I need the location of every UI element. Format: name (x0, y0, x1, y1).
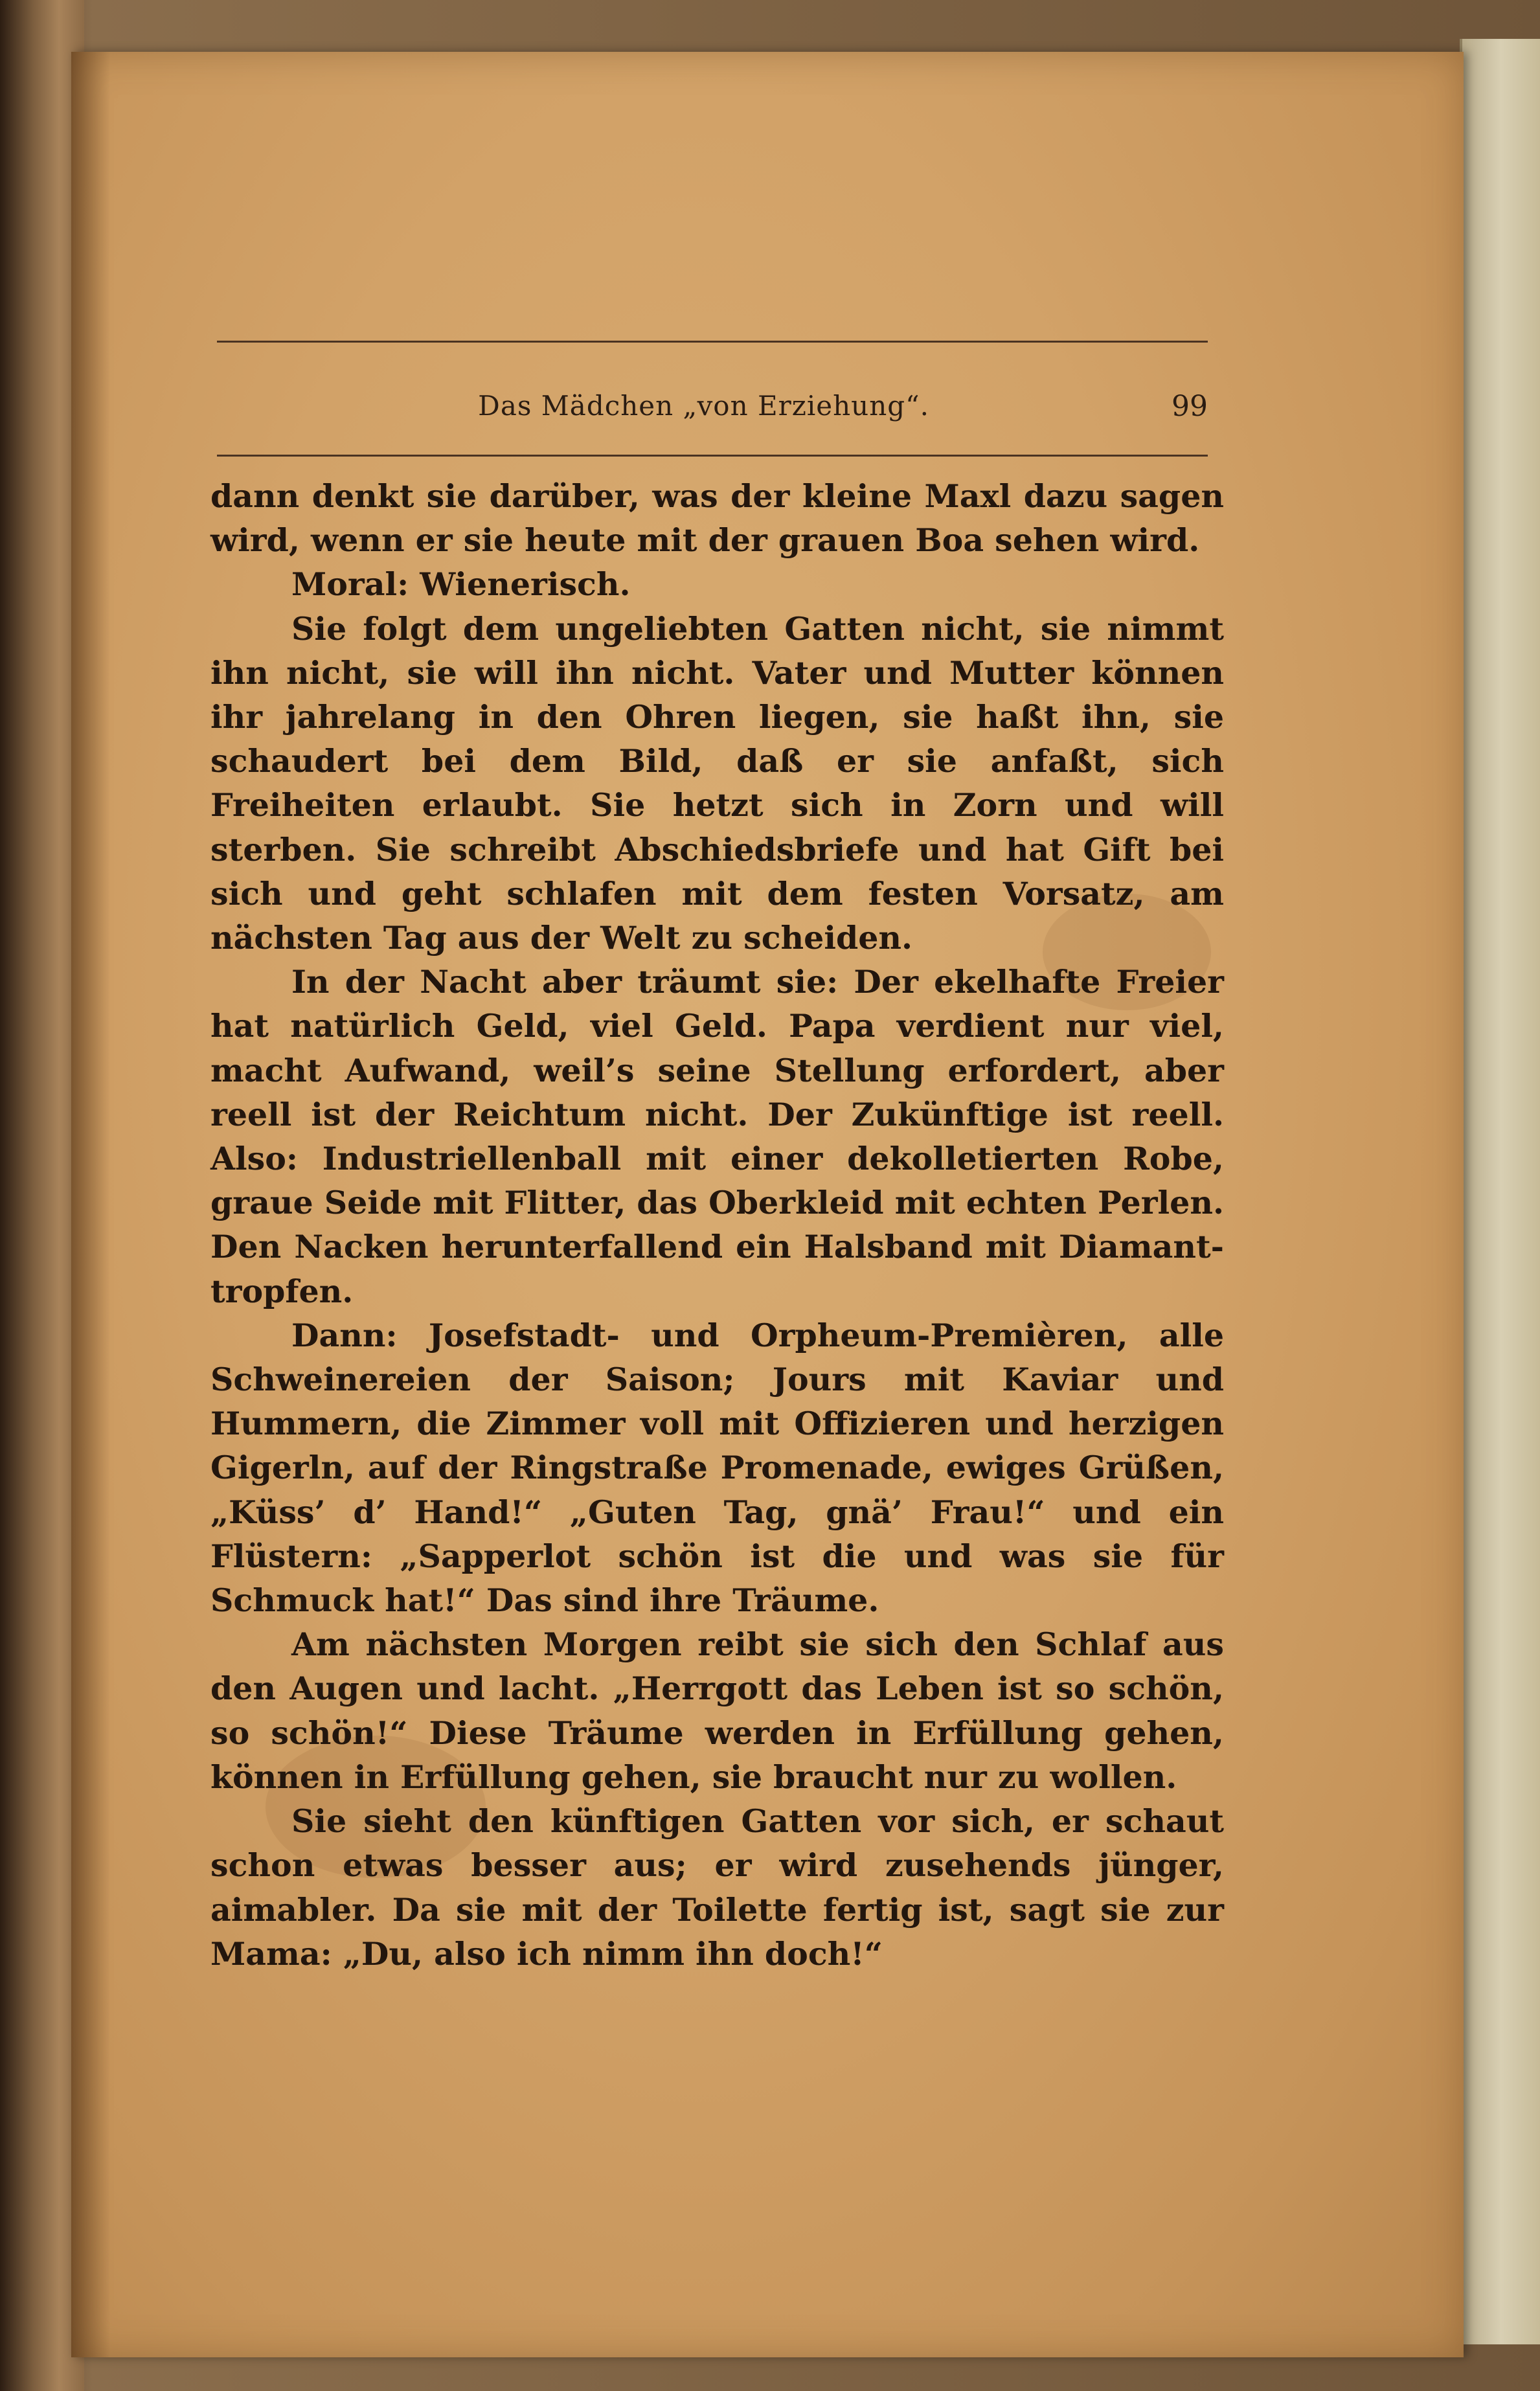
paragraph: Am nächsten Morgen reibt sie sich den Schlaf aus den Augen und lacht. „Herrgott das Leben ist so schön, so schön!“ Diese Träume werden in Erfüllung gehen, können in Erfüllung gehen, sie braucht nur zu wollen. (210, 1626, 1224, 1796)
paragraph: Sie folgt dem ungeliebten Gatten nicht, sie nimmt ihn nicht, sie will ihn nicht. Vater und Mutter können ihr jahrelang in den Ohren liegen, sie haßt ihn, sie schaudert bei dem Bild, daß er sie anfaßt, sich Freiheiten erlaubt. Sie hetzt sich in Zorn und will sterben. Sie schreibt Abschiedsbriefe und hat Gift bei sich und geht schlafen mit dem festen Vorsatz, am nächsten Tag aus der Welt zu scheiden. (210, 609, 1224, 957)
paragraph: In der Nacht aber träumt sie: Der ekelhafte Freier hat natürlich Geld, viel Geld. Papa verdient nur viel, macht Aufwand, weil’s seine Stellung erfordert, aber reell ist der Reichtum nicht. Der Zukünftige ist reell. Also: Industriellenball mit einer dekolletierten Robe, graue Seide mit Flitter, das Oberkleid mit echten Perlen. Den Nacken herunterfallend ein Halsband mit Diamant-tropfen. (210, 963, 1224, 1310)
page-number: 99 (1172, 390, 1208, 423)
paragraph: Moral: Wienerisch. (291, 565, 631, 604)
header-rule-top (217, 341, 1208, 343)
running-title: Das Mädchen „von Erziehung“. (478, 390, 929, 422)
body-text (210, 474, 1224, 1976)
paragraph: Sie sieht den künftigen Gatten vor sich, er schaut schon etwas besser aus; er wird zusehends jünger, aimabler. Da sie mit der Toilette fertig ist, sagt sie zur Mama: „Du, also ich nimm ihn doch!“ (210, 1802, 1224, 1973)
running-header (217, 341, 1208, 470)
book-cover-edge (1460, 39, 1540, 2344)
paragraph: dann denkt sie darüber, was der kleine Maxl dazu sagen wird, wenn er sie heute mit der grauen Boa sehen wird. (210, 477, 1224, 560)
header-rule-bottom (217, 455, 1208, 457)
paragraph: Dann: Josefstadt- und Orpheum-Premièren, alle Schweinereien der Saison; Jours mit Kaviar und Hummern, die Zimmer voll mit Offizieren und herzigen Gigerln, auf der Ringstraße Promenade, ewiges Grüßen, „Küss’ d’ Hand!“ „Guten Tag, gnä’ Frau!“ und ein Flüstern: „Sapperlot schön ist die und was sie für Schmuck hat!“ Das sind ihre Träume. (210, 1316, 1224, 1620)
book-page (71, 52, 1464, 2357)
gutter-shadow (71, 52, 110, 2357)
